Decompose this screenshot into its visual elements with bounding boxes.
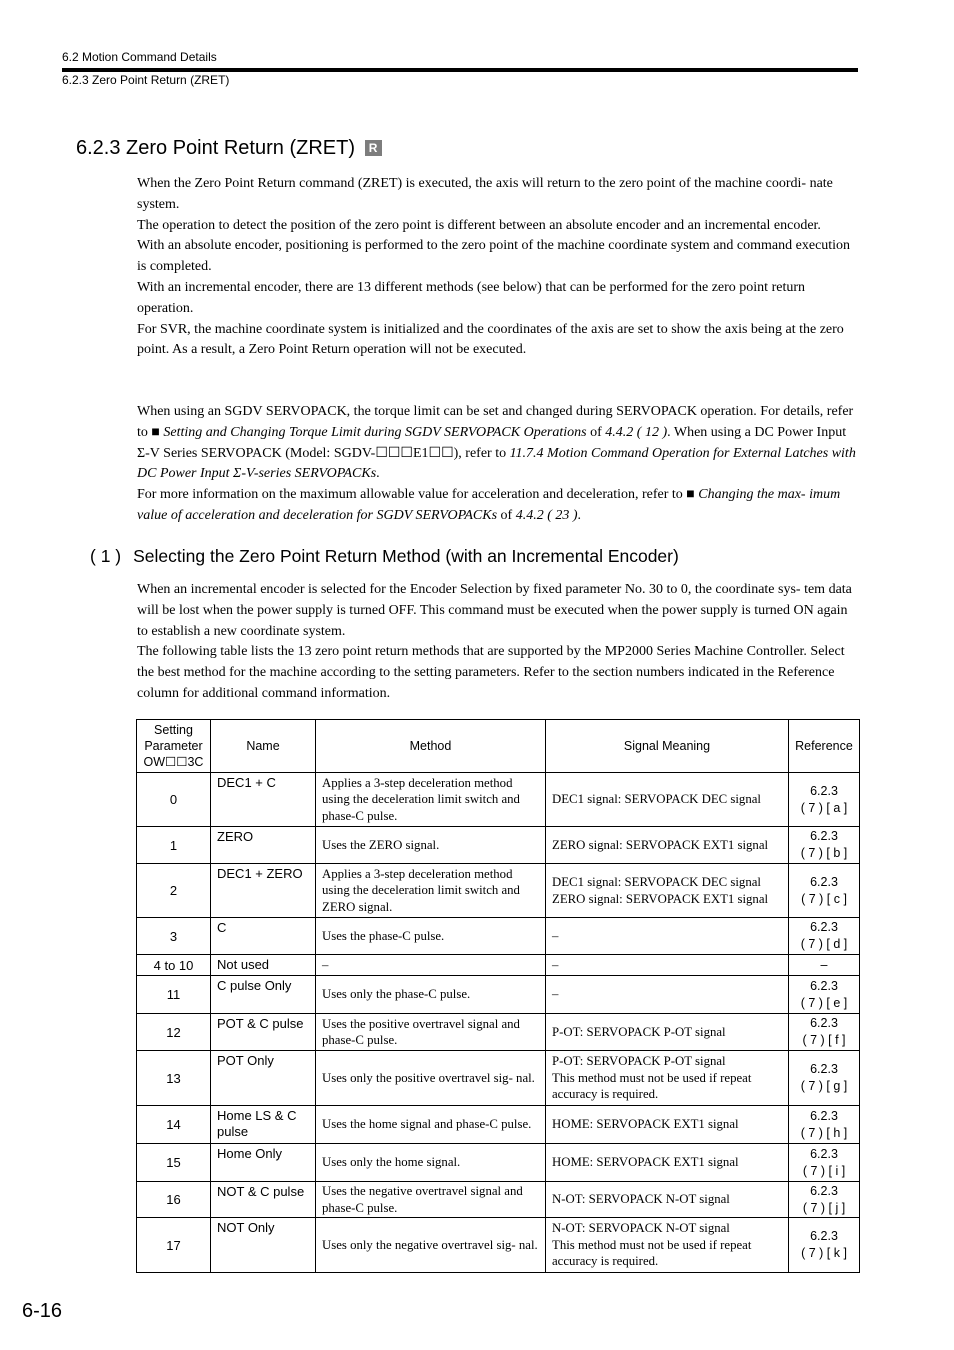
header-name: Name <box>211 720 316 773</box>
cell-reference: 6.2.3 ( 7 ) [ k ] <box>789 1218 860 1273</box>
cell-signal: – <box>546 918 789 955</box>
cell-method: Uses the positive overtravel signal and phase-C pulse. <box>316 1014 546 1051</box>
cell-reference: 6.2.3 ( 7 ) [ e ] <box>789 976 860 1014</box>
cell-signal: ZERO signal: SERVOPACK EXT1 signal <box>546 827 789 864</box>
square-bullet-icon: ■ <box>151 424 164 440</box>
cross-reference-link[interactable]: 11.7.4 Motion Command Operation for External Latches with DC Power Input Σ-V-series SERVOPACKs <box>137 445 856 482</box>
subsection-body <box>137 580 859 705</box>
cell-setting: 2 <box>137 864 211 918</box>
cell-setting: 14 <box>137 1106 211 1144</box>
cell-name: Home LS & C pulse <box>211 1106 316 1144</box>
cell-setting: 3 <box>137 918 211 955</box>
header-reference: Reference <box>789 720 860 773</box>
table-row <box>137 1144 860 1182</box>
cell-method: Uses only the home signal. <box>316 1144 546 1182</box>
cell-name: Not used <box>211 955 316 976</box>
intro-paragraph: When the Zero Point Return command (ZRET) is executed, the axis will return to the zero point of the machine coordi- nate system. <box>137 176 833 212</box>
cell-signal: – <box>546 955 789 976</box>
torque-limit-note: When using an SGDV SERVOPACK, the torque limit can be set and changed during SERVOPACK operation. For details, refer to ■ Setting and Changing Torque Limit during SGDV SERVOPACK Operations of 4.4.2 ( 12 ). When using a DC Power Input Σ-V Series SERVOPACK (Model: SGDV-☐☐☐E1☐☐), refer to 11.7.4 Motion Command Operation for External Latches with DC Power Input Σ-V-series SERVOPACKs. <box>137 404 856 482</box>
subsection-number: ( 1 ) <box>90 546 122 566</box>
section-reference: 4.4.2 ( 23 ) <box>515 507 578 523</box>
cell-method: Uses the home signal and phase-C pulse. <box>316 1106 546 1144</box>
intro-paragraph: The operation to detect the position of the zero point is different between an absolute encoder and an incremental encoder. <box>137 217 821 233</box>
cell-signal: HOME: SERVOPACK EXT1 signal <box>546 1144 789 1182</box>
table-row <box>137 1218 860 1273</box>
square-bullet-icon: ■ <box>686 487 699 503</box>
table-row <box>137 864 860 918</box>
section-reference: 4.4.2 ( 12 ) <box>605 424 668 440</box>
cell-setting: 0 <box>137 773 211 827</box>
header-signal-meaning: Signal Meaning <box>546 720 789 773</box>
cell-name: DEC1 + ZERO <box>211 864 316 918</box>
table-row <box>137 1182 860 1218</box>
cell-name: ZERO <box>211 827 316 864</box>
table-row <box>137 1106 860 1144</box>
cell-setting: 1 <box>137 827 211 864</box>
subsection-paragraph: The following table lists the 13 zero point return methods that are supported by the MP2000 Series Machine Controller. Select the best method for the machine according to the setting parameters. Refer to the section numbers indicated in the Reference column for additional command information. <box>137 644 845 701</box>
running-header-subsection: 6.2.3 Zero Point Return (ZRET) <box>62 73 230 87</box>
intro-block <box>137 174 859 361</box>
cell-name: NOT Only <box>211 1218 316 1273</box>
cell-reference: 6.2.3 ( 7 ) [ g ] <box>789 1051 860 1106</box>
cell-name: POT Only <box>211 1051 316 1106</box>
page-number: 6-16 <box>22 1300 63 1322</box>
intro-paragraph: With an absolute encoder, positioning is performed to the zero point of the machine coordinate system and command execution is completed. <box>137 238 851 275</box>
zero-point-methods-table <box>136 719 860 1273</box>
cell-reference: 6.2.3 ( 7 ) [ c ] <box>789 864 860 918</box>
subsection-paragraph: When an incremental encoder is selected for the Encoder Selection by fixed parameter No. 30 to 0, the coordinate sys- tem data will be lost when the power supply is turned OFF. This command must be executed when the power supply is turned ON again to establish a new coordinate system. <box>137 582 852 639</box>
cell-name: NOT & C pulse <box>211 1182 316 1218</box>
cell-setting: 16 <box>137 1182 211 1218</box>
table-row <box>137 1014 860 1051</box>
cell-reference: 6.2.3 ( 7 ) [ i ] <box>789 1144 860 1182</box>
header-method: Method <box>316 720 546 773</box>
header-rule <box>62 68 858 72</box>
cell-reference: 6.2.3 ( 7 ) [ h ] <box>789 1106 860 1144</box>
cell-method: Uses the phase-C pulse. <box>316 918 546 955</box>
acceleration-note: For more information on the maximum allowable value for acceleration and deceleration, refer to ■ Changing the max- imum value of acceleration and deceleration for SGDV SERVOPACKs of 4.4.2 ( 23 ). <box>137 487 841 523</box>
subsection-heading <box>90 546 679 567</box>
cell-method: Uses the ZERO signal. <box>316 827 546 864</box>
cell-signal: – <box>546 976 789 1014</box>
intro-paragraph: With an incremental encoder, there are 13 different methods (see below) that can be performed for the zero point return operation. <box>137 279 805 316</box>
cell-setting: 15 <box>137 1144 211 1182</box>
cross-reference-link[interactable]: Setting and Changing Torque Limit during SGDV SERVOPACK Operations <box>163 424 587 440</box>
cell-reference: 6.2.3 ( 7 ) [ d ] <box>789 918 860 955</box>
table-row <box>137 827 860 864</box>
cell-signal: DEC1 signal: SERVOPACK DEC signal <box>546 773 789 827</box>
table-row <box>137 1051 860 1106</box>
section-title <box>76 137 382 160</box>
cell-reference: 6.2.3 ( 7 ) [ f ] <box>789 1014 860 1051</box>
cell-name: Home Only <box>211 1144 316 1182</box>
section-title-text: 6.2.3 Zero Point Return (ZRET) <box>76 137 355 159</box>
header-setting-parameter: Setting Parameter OW☐☐3C <box>137 720 211 773</box>
cell-method: Uses only the positive overtravel sig- nal. <box>316 1051 546 1106</box>
cell-name: C pulse Only <box>211 976 316 1014</box>
cell-signal: P-OT: SERVOPACK P-OT signal <box>546 1014 789 1051</box>
table-row <box>137 773 860 827</box>
cell-name: DEC1 + C <box>211 773 316 827</box>
cell-setting: 17 <box>137 1218 211 1273</box>
cell-name: POT & C pulse <box>211 1014 316 1051</box>
running-header-section: 6.2 Motion Command Details <box>62 50 217 64</box>
cell-signal: P-OT: SERVOPACK P-OT signal This method must not be used if repeat accuracy is required. <box>546 1051 789 1106</box>
cell-reference: – <box>789 955 860 976</box>
table-row <box>137 955 860 976</box>
cell-method: Uses only the phase-C pulse. <box>316 976 546 1014</box>
cell-method: Uses the negative overtravel signal and phase-C pulse. <box>316 1182 546 1218</box>
cell-signal: N-OT: SERVOPACK N-OT signal <box>546 1182 789 1218</box>
cell-method: Applies a 3-step deceleration method using the deceleration limit switch and ZERO signal. <box>316 864 546 918</box>
cell-signal: N-OT: SERVOPACK N-OT signal This method must not be used if repeat accuracy is required. <box>546 1218 789 1273</box>
table-row <box>137 976 860 1014</box>
cell-signal: HOME: SERVOPACK EXT1 signal <box>546 1106 789 1144</box>
cell-setting: 12 <box>137 1014 211 1051</box>
notes-block <box>137 402 859 527</box>
cell-setting: 11 <box>137 976 211 1014</box>
cell-name: C <box>211 918 316 955</box>
cell-reference: 6.2.3 ( 7 ) [ b ] <box>789 827 860 864</box>
intro-paragraph: For SVR, the machine coordinate system is initialized and the coordinates of the axis are set to show the axis being at the zero point. As a result, a Zero Point Return operation will not be executed. <box>137 321 844 358</box>
r-badge-icon: R <box>365 140 382 156</box>
cell-reference: 6.2.3 ( 7 ) [ j ] <box>789 1182 860 1218</box>
cell-method: Uses only the negative overtravel sig- nal. <box>316 1218 546 1273</box>
cell-reference: 6.2.3 ( 7 ) [ a ] <box>789 773 860 827</box>
table-row <box>137 918 860 955</box>
cell-method: – <box>316 955 546 976</box>
cell-setting: 4 to 10 <box>137 955 211 976</box>
cross-reference-link[interactable]: Changing the max- imum value of acceleration and deceleration for SGDV SERVOPACKs <box>137 487 841 523</box>
cell-method: Applies a 3-step deceleration method using the deceleration limit switch and phase-C pulse. <box>316 773 546 827</box>
table-header-row <box>137 720 860 773</box>
subsection-title: Selecting the Zero Point Return Method (with an Incremental Encoder) <box>133 546 679 566</box>
cell-setting: 13 <box>137 1051 211 1106</box>
cell-signal: DEC1 signal: SERVOPACK DEC signal ZERO signal: SERVOPACK EXT1 signal <box>546 864 789 918</box>
